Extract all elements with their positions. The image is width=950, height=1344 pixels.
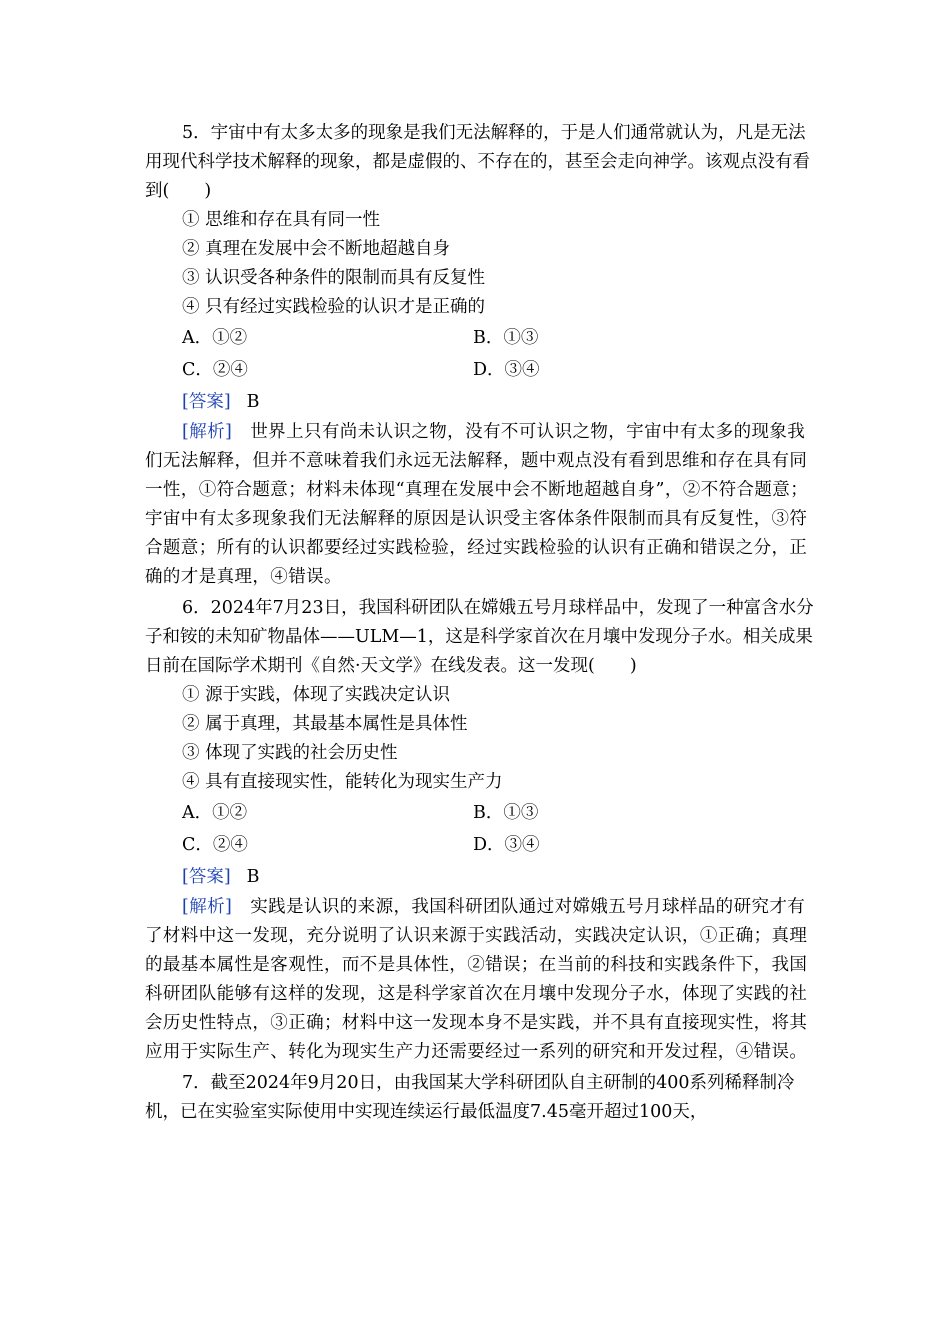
question-6-explanation <box>145 893 815 1067</box>
question-6 <box>145 594 815 1067</box>
question-5-options-row-1 <box>145 322 815 354</box>
question-5-option-a: A．①② <box>182 327 248 348</box>
question-6-option-b: B．①③ <box>473 802 539 823</box>
question-6-item-4: ④ 具有直接现实性，能转化为现实生产力 <box>182 772 503 792</box>
question-7-stem: 7．截至2024年9月20日，由我国某大学科研团队自主研制的400系列稀释制冷机，已在实验室实际使用中实现连续运行最低温度7.45毫开超过100天， <box>145 1073 795 1122</box>
question-5-answer-value: B <box>246 391 260 412</box>
question-6-option-d: D．③④ <box>473 834 540 855</box>
question-6-explain-text: 实践是认识的来源，我国科研团队通过对嫦娥五号月球样品的研究才有了材料中这一发现，充分说明了认识来源于实践活动，实践决定认识，①正确；真理的最基本属性是客观性，而不是具体性，②错误；在当前的科技和实践条件下，我国科研团队能够有这样的发现，这是科学家首次在月壤中发现分子水，体现了实践的社会历史性特点，③正确；材料中这一发现本身不是实践，并不具有直接现实性，将其应用于实际生产、转化为现实生产力还需要经过一系列的研究和开发过程，④错误。 <box>145 897 808 1062</box>
document-content <box>145 119 815 1127</box>
question-5-explanation <box>145 418 815 592</box>
question-5-item-1: ① 思维和存在具有同一性 <box>182 210 381 230</box>
question-6-answer <box>145 861 815 893</box>
question-5-stem: 5．宇宙中有太多太多的现象是我们无法解释的，于是人们通常就认为，凡是无法用现代科学技术解释的现象，都是虚假的、不存在的，甚至会走向神学。该观点没有看到( ) <box>145 123 810 201</box>
question-5-item-4: ④ 只有经过实践检验的认识才是正确的 <box>182 297 486 317</box>
question-5-item-3: ③ 认识受各种条件的限制而具有反复性 <box>182 268 486 288</box>
question-6-item-2: ② 属于真理，其最基本属性是具体性 <box>182 714 468 734</box>
question-6-option-c: C．②④ <box>182 834 248 855</box>
question-6-answer-tag: [答案] <box>182 866 231 887</box>
question-6-options-row-1 <box>145 797 815 829</box>
question-5 <box>145 119 815 592</box>
question-6-options-row-2 <box>145 829 815 861</box>
question-5-options-row-2 <box>145 354 815 386</box>
question-5-option-c: C．②④ <box>182 359 248 380</box>
question-6-item-3: ③ 体现了实践的社会历史性 <box>182 743 398 763</box>
question-5-answer <box>145 386 815 418</box>
question-6-option-a: A．①② <box>182 802 248 823</box>
question-7 <box>145 1069 815 1127</box>
question-5-option-d: D．③④ <box>473 359 540 380</box>
question-5-answer-tag: [答案] <box>182 391 231 412</box>
question-6-answer-value: B <box>246 866 260 887</box>
question-5-explain-tag: [解析] <box>182 422 233 442</box>
question-5-item-2: ② 真理在发展中会不断地超越自身 <box>182 239 451 259</box>
question-5-option-b: B．①③ <box>473 327 539 348</box>
question-6-item-1: ① 源于实践，体现了实践决定认识 <box>182 685 451 705</box>
question-5-explain-text: 世界上只有尚未认识之物，没有不可认识之物，宇宙中有太多的现象我们无法解释，但并不意味着我们永远无法解释，题中观点没有看到思维和存在具有同一性，①符合题意；材料未体现“真理在发展中会不断地超越自身”，②不符合题意；宇宙中有太多现象我们无法解释的原因是认识受主客体条件限制而具有反复性，③符合题意；所有的认识都要经过实践检验，经过实践检验的认识有正确和错误之分，正确的才是真理，④错误。 <box>145 422 809 587</box>
question-6-explain-tag: [解析] <box>182 897 233 917</box>
question-6-stem: 6．2024年7月23日，我国科研团队在嫦娥五号月球样品中，发现了一种富含水分子和铵的未知矿物晶体——ULM—1，这是科学家首次在月壤中发现分子水。相关成果日前在国际学术期刊《自然·天文学》在线发表。这一发现( ) <box>145 598 814 676</box>
